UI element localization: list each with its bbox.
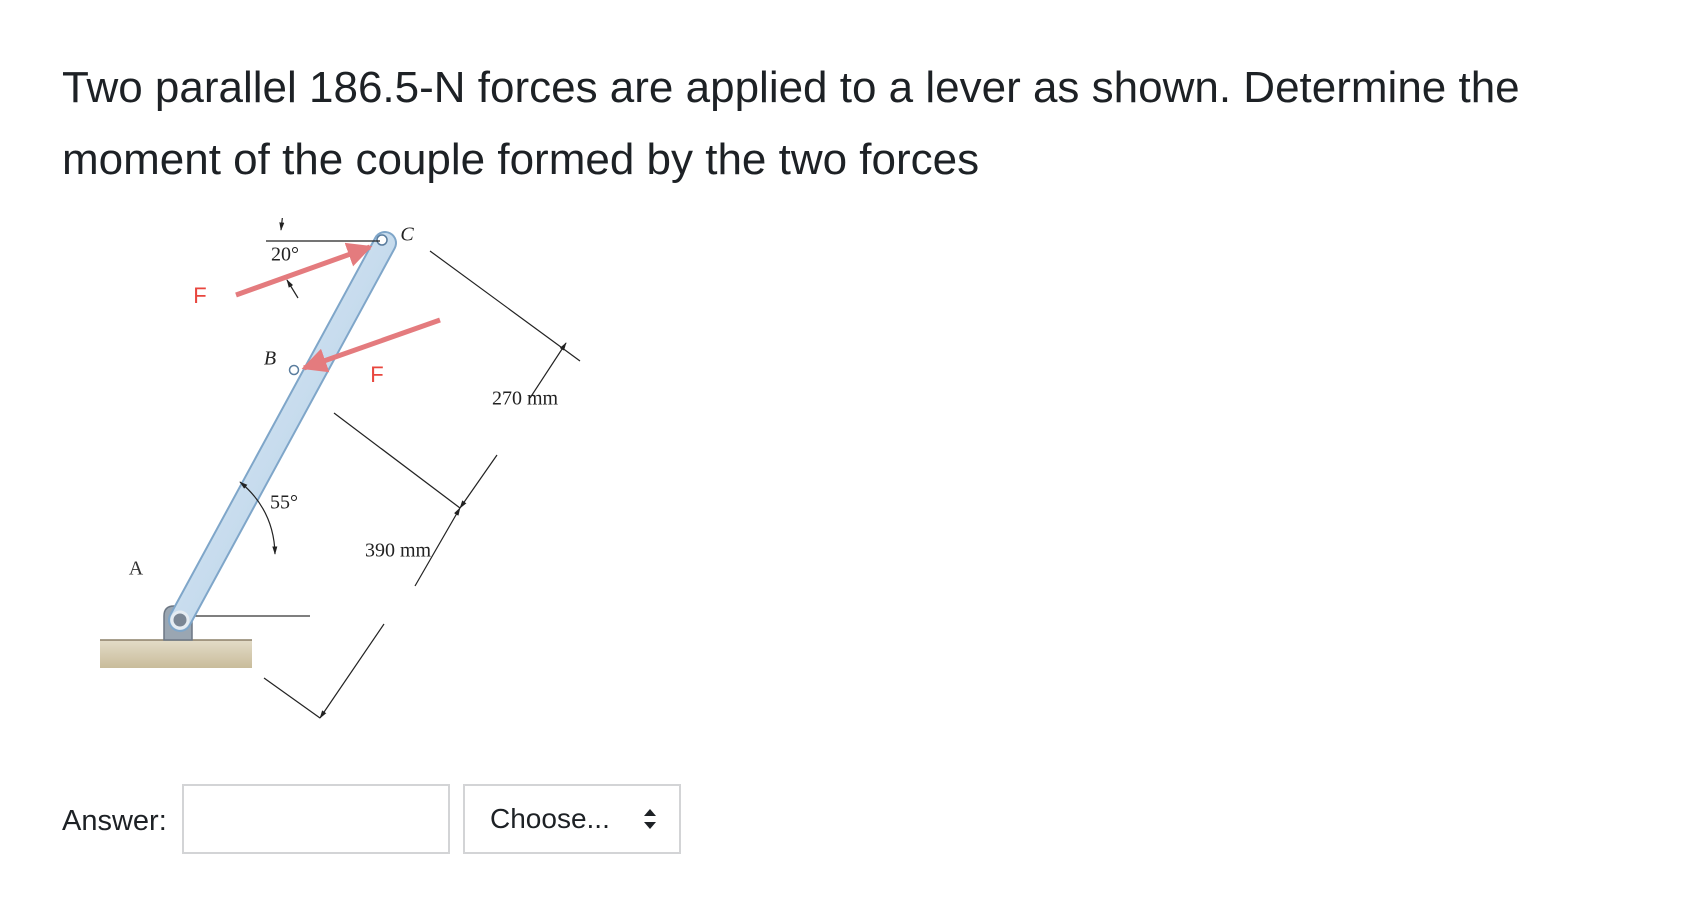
label-dim-390: 390 mm bbox=[364, 539, 432, 562]
label-angle-20: 20° bbox=[271, 243, 299, 266]
label-force-upper: F bbox=[193, 282, 207, 308]
point-c-marker bbox=[377, 235, 387, 245]
lever-diagram bbox=[90, 218, 610, 728]
label-angle-55: 55° bbox=[270, 491, 298, 514]
answer-label: Answer: bbox=[62, 805, 167, 837]
up-down-chevron-icon bbox=[643, 805, 657, 833]
label-dim-270: 270 mm bbox=[491, 387, 559, 410]
label-b: B bbox=[263, 347, 277, 370]
question-text: Two parallel 186.5-N forces are applied to a lever as shown. Determine the moment of the couple formed by the two forces bbox=[62, 63, 1520, 184]
unit-select[interactable] bbox=[463, 784, 681, 854]
unit-select-value: Choose... bbox=[490, 803, 610, 834]
label-force-lower: F bbox=[370, 361, 384, 387]
answer-input[interactable] bbox=[182, 784, 450, 854]
label-a: A bbox=[128, 557, 144, 580]
ground-support bbox=[100, 640, 252, 668]
point-b-marker bbox=[290, 366, 299, 375]
label-c: C bbox=[400, 223, 414, 246]
